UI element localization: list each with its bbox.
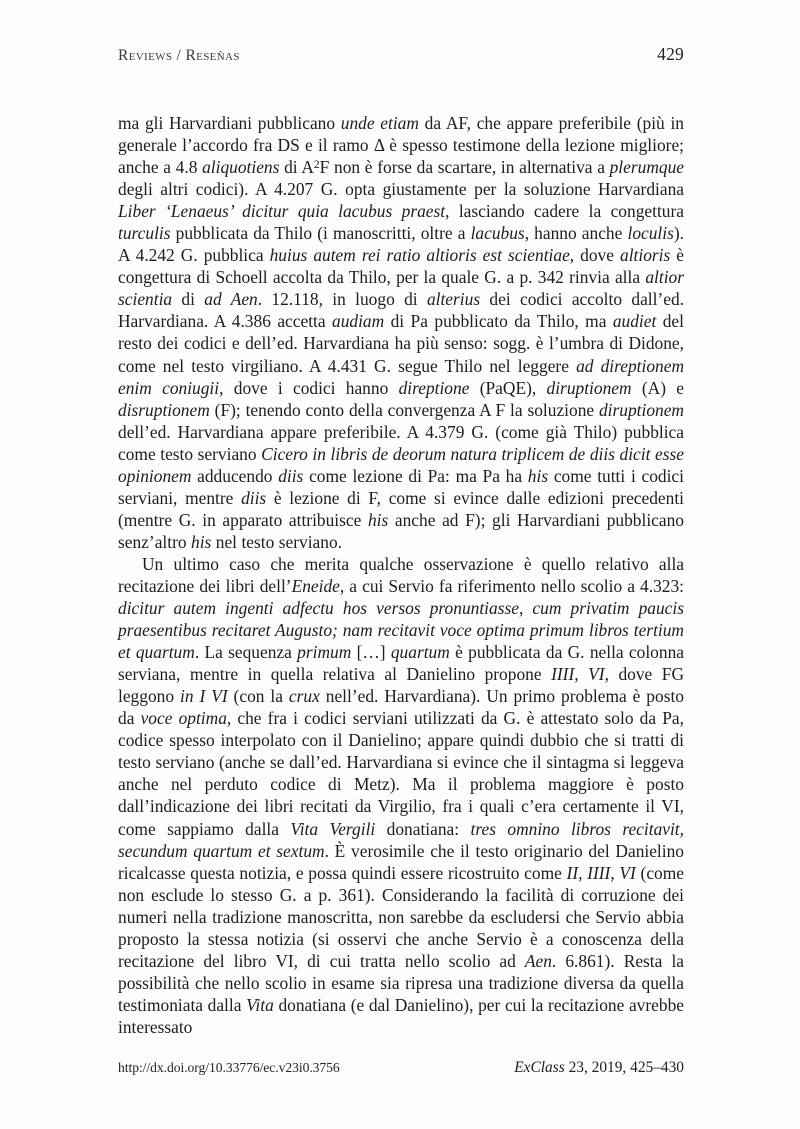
doi-link[interactable]: http://dx.doi.org/10.33776/ec.v23i0.3756 (118, 1060, 340, 1075)
running-head (118, 44, 684, 68)
running-head-title: Reviews / Reseñas (118, 47, 240, 64)
page-footer (118, 1059, 684, 1077)
journal-citation: ExClass 23, 2019, 425–430 (514, 1059, 684, 1076)
body-paragraph-1: ma gli Harvardiani pubblicano unde etiam da AF, che appare preferibile (più in generale l’accordo fra DS e il ramo Δ è spesso testimone della lezione migliore; anche a 4.8 aliquotiens di $A^2F$ non è forse da scartare, in alternativa a plerumque degli altri codici). A 4.207 G. opta giustamente per la soluzione Harvardiana Liber ‘Lenaeus’ dicitur quia lacubus praest, lasciando cadere la congettura turculis pubblicata da Thilo (i manoscritti, oltre a lacubus, hanno anche loculis). A 4.242 G. pubblica huius autem rei ratio altioris est scientiae, dove altioris è congettura di Schoell accolta da Thilo, per la quale G. a p. 342 rinvia alla altior scientia di ad Aen. 12.118, in luogo di alterius dei codici accolto dall’ed. Harvardiana. A 4.386 accetta audiam di Pa pubblicato da Thilo, ma audiet del resto dei codici e dell’ed. Harvardiana ha più senso: sogg. è l’umbra di Didone, come nel testo virgiliano. A 4.431 G. segue Thilo nel leggere ad direptionem enim coniugii, dove i codici hanno direptione (PaQE), diruptionem (A) e disruptionem (F); tenendo conto della convergenza A F la soluzione diruptionem dell’ed. Harvardiana appare preferibile. A 4.379 G. (come già Thilo) pubblica come testo serviano Cicero in libris de deorum natura triplicem de diis dicit esse opinionem adducendo diis come lezione di Pa: ma Pa ha his come tutti i codici serviani, mentre diis è lezione di F, come si evince dalle edizioni precedenti (mentre G. in apparato attribuisce his anche ad F); gli Harvardiani pubblicano senz’altro his nel testo serviano. (118, 113, 685, 552)
body-text-block (118, 112, 684, 1038)
body-paragraph-2: Un ultimo caso che merita qualche osservazione è quello relativo alla recitazione dei libri dell’Eneide, a cui Servio fa riferimento nello scolio a 4.323: dicitur autem ingenti adfectu hos versos pronuntiasse, cum privatim paucis praesentibus recitaret Augusto; nam recitavit voce optima primum libros tertium et quartum. La sequenza primum […] quartum è pubblicata da G. nella colonna serviana, mentre in quella relativa al Danielino propone IIII, VI, dove FG leggono in I VI (con la crux nell’ed. Harvardiana). Un primo problema è posto da voce optima, che fra i codici serviani utilizzati da G. è attestato solo da Pa, codice spesso interpolato con il Danielino; appare quindi dubbio che si tratti di testo serviano (anche se dall’ed. Harvardiana si evince che il sintagma si leggeva anche nel perduto codice di Metz). Ma il problema maggiore è posto dall’indicazione dei libri recitati da Virgilio, fra i quali c’era certamente il VI, come sappiamo dalla Vita Vergili donatiana: tres omnino libros recitavit, secundum quartum et sextum. È verosimile che il testo originario del Danielino ricalcasse questa notizia, e possa quindi essere ricostruito come II, IIII, VI (come non esclude lo stesso G. a p. 361). Considerando la facilità di corruzione dei numeri nella tradizione manoscritta, non sarebbe da escludersi che Servio abbia proposto la stessa notizia (si osservi che anche Servio è a conoscenza della recitazione del libro VI, di cui tratta nello scolio ad Aen. 6.861). Resta la possibilità che nello scolio in esame sia ripresa una tradizione diversa da quella testimoniata dalla Vita donatiana (e dal Danielino), per cui la recitazione avrebbe interessato (118, 553, 685, 1037)
page-number: 429 (657, 44, 684, 64)
